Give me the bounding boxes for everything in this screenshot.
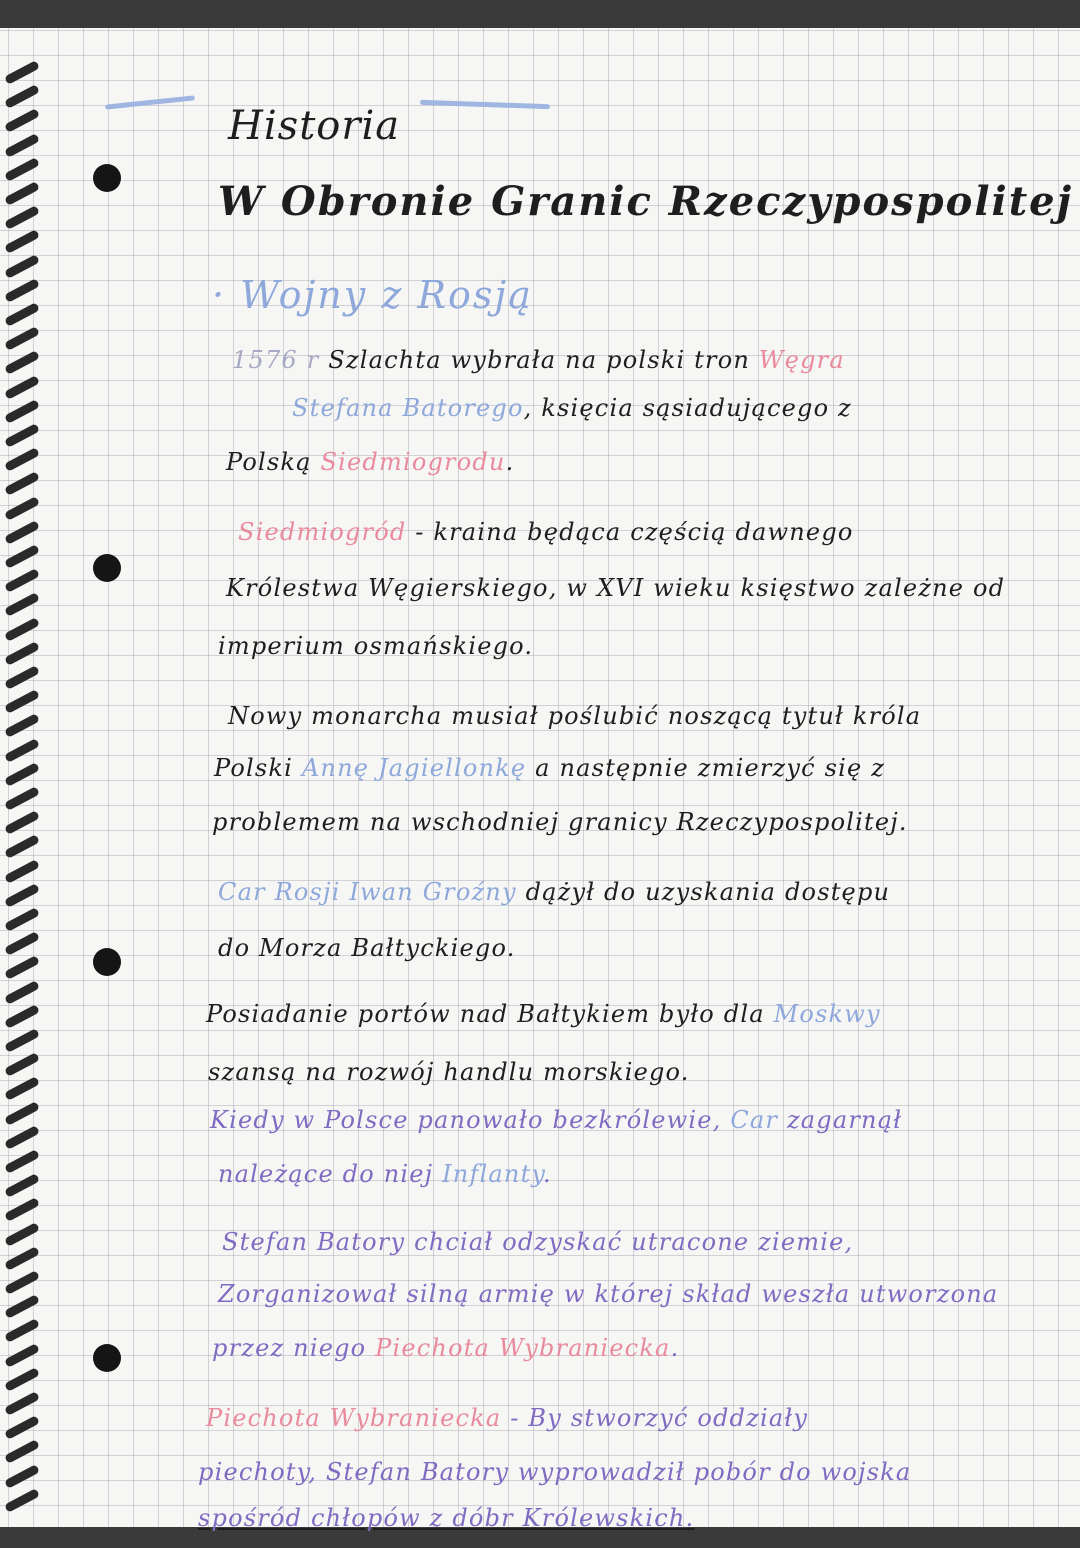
- spiral-coil: [4, 1101, 40, 1126]
- note-text-segment: - By stworzyć oddziały: [501, 1404, 809, 1432]
- note-text-segment: Polski: [214, 754, 302, 782]
- spiral-coil: [4, 1367, 40, 1392]
- spiral-coil: [4, 157, 40, 182]
- spiral-coil: [4, 1391, 40, 1416]
- note-text-segment: Nowy monarcha musiał poślubić noszącą tytuł króla: [228, 702, 922, 730]
- note-text-segment: Posiadanie portów nad Bałtykiem było dla: [206, 1000, 774, 1028]
- note-text-segment: przez niego: [212, 1334, 376, 1362]
- note-text-segment: problemem na wschodniej granicy Rzeczypospolitej.: [212, 808, 908, 836]
- spiral-coil: [4, 1294, 40, 1319]
- spiral-coil: [4, 1076, 40, 1101]
- spiral-coil: [4, 689, 40, 714]
- note-text-segment: Królestwa Węgierskiego, w XVI wieku księstwo zależne od: [226, 574, 1006, 602]
- spiral-binding: [0, 68, 48, 1548]
- note-text-segment: , księcia sąsiadującego z: [523, 394, 852, 422]
- spiral-coil: [4, 302, 40, 327]
- note-text-segment: Moskwy: [773, 1000, 881, 1028]
- spiral-coil: [4, 786, 40, 811]
- note-line: [208, 1058, 690, 1086]
- spiral-coil: [4, 181, 40, 206]
- spiral-coil: [4, 1125, 40, 1150]
- note-text-segment: spośród chłopów z: [198, 1504, 453, 1532]
- note-text-segment: Zorganizował silną armię w której skład weszła utworzona: [218, 1280, 999, 1308]
- spiral-coil: [4, 1052, 40, 1077]
- spiral-coil: [4, 1415, 40, 1440]
- note-line: [232, 346, 845, 374]
- spiral-coil: [4, 955, 40, 980]
- spiral-coil: [4, 520, 40, 545]
- punch-hole: [93, 1344, 121, 1372]
- note-line: [218, 1160, 552, 1188]
- note-line: [210, 1106, 902, 1134]
- spiral-coil: [4, 447, 40, 472]
- spiral-coil: [4, 133, 40, 158]
- spiral-coil: [4, 1439, 40, 1464]
- spiral-coil: [4, 810, 40, 835]
- note-line: [228, 702, 921, 730]
- note-text-segment: .: [685, 1504, 695, 1532]
- spiral-coil: [4, 1270, 40, 1295]
- spiral-coil: [4, 713, 40, 738]
- note-line: [206, 1000, 881, 1028]
- section-heading: · Wojny z Rosją: [212, 273, 533, 317]
- spiral-coil: [4, 1149, 40, 1174]
- note-text-segment: dóbr Królewskich: [452, 1504, 686, 1532]
- spiral-coil: [4, 1028, 40, 1053]
- note-text-segment: do Morza Bałtyckiego.: [218, 934, 516, 962]
- spiral-coil: [4, 1004, 40, 1029]
- spiral-coil: [4, 834, 40, 859]
- note-text-segment: szansą na rozwój handlu morskiego.: [208, 1058, 690, 1086]
- spiral-coil: [4, 350, 40, 375]
- note-text-segment: Kiedy w Polsce panowało bezkrólewie,: [210, 1106, 731, 1134]
- spiral-coil: [4, 60, 40, 85]
- note-text-segment: .: [505, 448, 515, 476]
- spiral-coil: [4, 617, 40, 642]
- note-text-segment: a następnie zmierzyć się z: [526, 754, 886, 782]
- spiral-coil: [4, 931, 40, 956]
- note-text-segment: Siedmiogród: [238, 518, 407, 546]
- note-line: [206, 1404, 808, 1432]
- note-text-segment: Car: [730, 1106, 779, 1134]
- note-line: [212, 808, 908, 836]
- note-text-segment: Szlachta wybrała na polski tron: [328, 346, 759, 374]
- spiral-coil: [4, 568, 40, 593]
- spiral-coil: [4, 84, 40, 109]
- spiral-coil: [4, 762, 40, 787]
- note-line: [198, 1458, 911, 1486]
- note-text-segment: dążył do uzyskania dostępu: [516, 878, 891, 906]
- punch-hole: [93, 554, 121, 582]
- spiral-coil: [4, 592, 40, 617]
- spiral-coil: [4, 278, 40, 303]
- note-line: [292, 394, 852, 422]
- note-text-segment: Stefan Batory chciał odzyskać utracone ziemie,: [222, 1228, 854, 1256]
- note-text-segment: Polską: [226, 448, 321, 476]
- spiral-coil: [4, 907, 40, 932]
- note-text-segment: Siedmiogrodu: [320, 448, 506, 476]
- note-line: [198, 1504, 694, 1532]
- note-line: [218, 878, 890, 906]
- spiral-coil: [4, 471, 40, 496]
- note-text-segment: należące do niej: [218, 1160, 443, 1188]
- highlighter-squiggle: [420, 100, 550, 110]
- note-line: [222, 1228, 853, 1256]
- spiral-coil: [4, 254, 40, 279]
- page-subtitle: W Obronie Granic Rzeczypospolitej: [218, 178, 1074, 225]
- spiral-coil: [4, 399, 40, 424]
- spiral-coil: [4, 326, 40, 351]
- spiral-coil: [4, 1464, 40, 1489]
- spiral-coil: [4, 1488, 40, 1513]
- note-text-segment: Stefana Batorego: [292, 394, 524, 422]
- spiral-coil: [4, 108, 40, 133]
- note-text-segment: imperium osmańskiego.: [218, 632, 534, 660]
- spiral-coil: [4, 544, 40, 569]
- note-text-segment: zagarnął: [778, 1106, 903, 1134]
- spiral-coil: [4, 665, 40, 690]
- spiral-coil: [4, 859, 40, 884]
- spiral-coil: [4, 1343, 40, 1368]
- punch-hole: [93, 164, 121, 192]
- note-line: [212, 1334, 679, 1362]
- spiral-coil: [4, 423, 40, 448]
- note-line: [226, 574, 1005, 602]
- page-title: Historia: [228, 103, 401, 149]
- note-line: [214, 754, 885, 782]
- note-text-segment: - kraina będąca częścią dawnego: [406, 518, 854, 546]
- note-line: [218, 1280, 998, 1308]
- spiral-coil: [4, 980, 40, 1005]
- highlighter-squiggle: [105, 95, 195, 109]
- note-text-segment: Inflanty: [442, 1160, 544, 1188]
- spiral-coil: [4, 1197, 40, 1222]
- spiral-coil: [4, 1318, 40, 1343]
- note-line: [226, 448, 514, 476]
- spiral-coil: [4, 375, 40, 400]
- spiral-coil: [4, 738, 40, 763]
- punch-hole: [93, 948, 121, 976]
- spiral-coil: [4, 883, 40, 908]
- note-text-segment: Węgra: [758, 346, 845, 374]
- note-text-segment: Annę Jagiellonkę: [301, 754, 527, 782]
- spiral-coil: [4, 205, 40, 230]
- note-text-segment: 1576 r: [232, 346, 329, 374]
- note-text-segment: .: [543, 1160, 552, 1188]
- notebook-page: [0, 28, 1080, 1532]
- note-text-segment: Piechota Wybraniecka: [206, 1404, 502, 1432]
- note-text-segment: Car Rosji Iwan Groźny: [218, 878, 517, 906]
- note-text-segment: .: [670, 1334, 680, 1362]
- spiral-coil: [4, 1173, 40, 1198]
- note-line: [218, 934, 516, 962]
- note-line: [218, 632, 533, 660]
- spiral-coil: [4, 1222, 40, 1247]
- spiral-coil: [4, 496, 40, 521]
- spiral-coil: [4, 1246, 40, 1271]
- spiral-coil: [4, 229, 40, 254]
- note-text-segment: piechoty, Stefan Batory wyprowadził pobór do wojska: [198, 1458, 912, 1486]
- spiral-coil: [4, 641, 40, 666]
- note-line: [238, 518, 854, 546]
- note-text-segment: Piechota Wybraniecka: [375, 1334, 671, 1362]
